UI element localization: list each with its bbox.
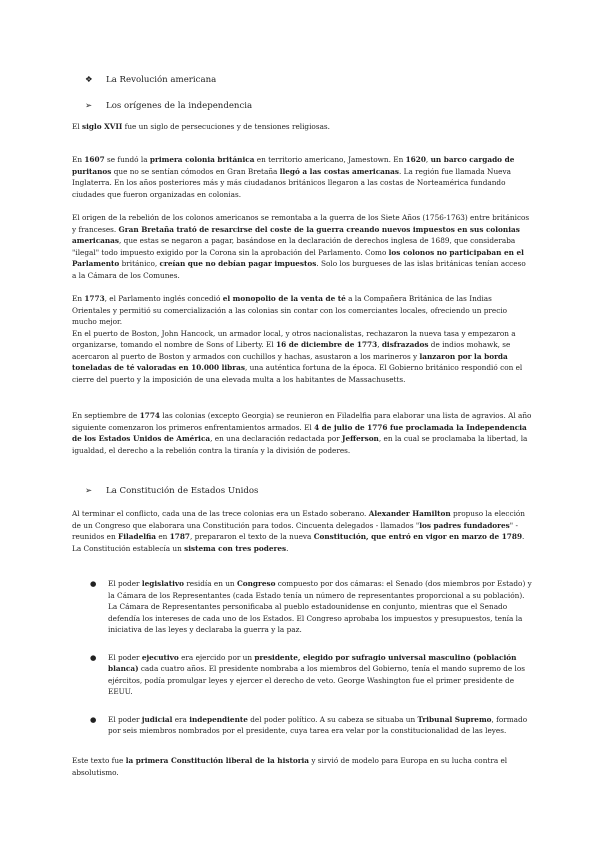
powers-list (72, 578, 532, 737)
heading-origenes-independencia (85, 101, 253, 112)
paragraph-primera-constitucion: Este texto fue la primera Constitución liberal de la historia y sirvió de modelo para Europa en su lucha contra el absolutismo. (72, 756, 508, 777)
heading-text: La Revolución americana (106, 75, 217, 85)
heading-revolucion-americana (85, 75, 217, 86)
bullet-dot-icon: ● (90, 579, 97, 588)
paragraph-monopolio-te: En 1773, el Parlamento inglés concedió el monopolio de la venta de té a la Compañera Británica de las Indias Orientales y permitió su comercialización a las colonias sin contar con los comerciantes locales, ofreciendo un precio mucho mejor. En el puerto de Boston, John Hancock, un armador local, y otros nacionalistas, rechazaron la nueva tasa y empezaron a organizarse, tomando el nombre de Sons of Liberty. El 16 de diciembre de 1773, disfrazados de indios mohawk, se acercaron al puerto de Boston y armados con cuchillos y hachas, asustaron a los marineros y lanzaron por la borda toneladas de té valoradas en 10.000 libras, una auténtica fortuna de la época. El Gobierno británico respondió con el cierre del puerto y la imposición de una elevada multa a los habitantes de Massachusetts. (72, 294, 523, 384)
heading-text: Los orígenes de la independencia (106, 101, 253, 111)
arrow-bullet-icon: ➢ (85, 101, 93, 111)
paragraph-independencia: En septiembre de 1774 las colonias (excepto Georgia) se reunieron en Filadelfia para elaborar una lista de agravios. Al año siguiente comenzaron los primeros enfrentamientos armados. El 4 de julio de 1776 fue proclamada la Independencia de los Estados Unidos de América, en una declaración redactada por Jefferson, en la cual se proclamaba la libertad, la igualdad, el derecho a la rebelión contra la tiranía y la división de poderes. (72, 411, 532, 455)
bullet-dot-icon: ● (90, 714, 97, 724)
list-item-poder-ejecutivo: ● El poder ejecutivo era ejercido por un presidente, elegido por sufragio universal masculino (población blanca) cada cuatro años. El presidente nombraba a los miembros del Gobierno, tenía el mando supremo de los ejércitos, podía promulgar leyes y ejercer el derecho de veto. George Washington fue el primer presidente de EEUU. (90, 652, 525, 696)
paragraph-siglo-xvii: El siglo XVII fue un siglo de persecuciones y de tensiones religiosas. (72, 122, 330, 131)
paragraph-primeras-colonias: En 1607 se fundó la primera colonia británica en territorio americano, Jamestown. En 1620, un barco cargado de puritanos que no se sentían cómodos en Gran Bretaña llegó a las costas americanas. La región fue llamada Nueva Inglaterra. En los años posteriores más y más ciudadanos británicos llegaron a las costas de Norteamérica fundando ciudades que fueron organizadas en colonias. (72, 155, 515, 199)
heading-constitucion (85, 486, 259, 497)
diamond-bullet-icon: ❖ (85, 75, 93, 85)
paragraph-constitucion: Al terminar el conflicto, cada una de las trece colonias era un Estado soberano. Alexander Hamilton propuso la elección de un Congreso que elaborara una Constitución para todos. Cincuenta delegados - llamados "los padres fundadores" - reunidos en Filadelfia en 1787, prepararon el texto de la nueva Constitución, que entró en vigor en marzo de 1789. La Constitución establecía un sistema con tres poderes. (72, 509, 526, 553)
arrow-bullet-icon: ➢ (85, 486, 93, 496)
bullet-dot-icon: ● (90, 652, 97, 662)
paragraph-origen-rebelion: El origen de la rebelión de los colonos americanos se remontaba a la guerra de los Siete Años (1756-1763) entre británicos y franceses. Gran Bretaña trató de resarcirse del coste de la guerra creando nuevos impuestos en sus colonias americanas, que estas se negaron a pagar, basándose en la declaración de derechos inglesa de 1689, que consideraba "ilegal" todo impuesto exigido por la Corona sin la aprobación del Parlamento. Como los colonos no participaban en el Parlamento británico, creían que no debían pagar impuestos. Solo los burgueses de las islas británicas tenían acceso a la Cámara de los Comunes. (72, 213, 530, 280)
list-item-poder-legislativo: ● El poder legislativo residía en un Congreso compuesto por dos cámaras: el Senado (dos miembros por Estado) y la Cámara de los Representantes (cada Estado tenía un número de representantes proporcional a su población). La Cámara de Representantes personificaba al pueblo estadounidense en conjunto, mientras que el Senado defendía los intereses de cada uno de los Estados. El Congreso aprobaba los impuestos y presupuestos, tenía la iniciativa de las leyes y declaraba la guerra y la paz. (90, 579, 532, 634)
heading-text: La Constitución de Estados Unidos (106, 486, 259, 496)
list-item-poder-judicial: ● El poder judicial era independiente del poder político. A su cabeza se situaba un Tribunal Supremo, formado por seis miembros nombrados por el presidente, cuya tarea era velar por la constitucionalidad de las leyes. (90, 714, 528, 735)
